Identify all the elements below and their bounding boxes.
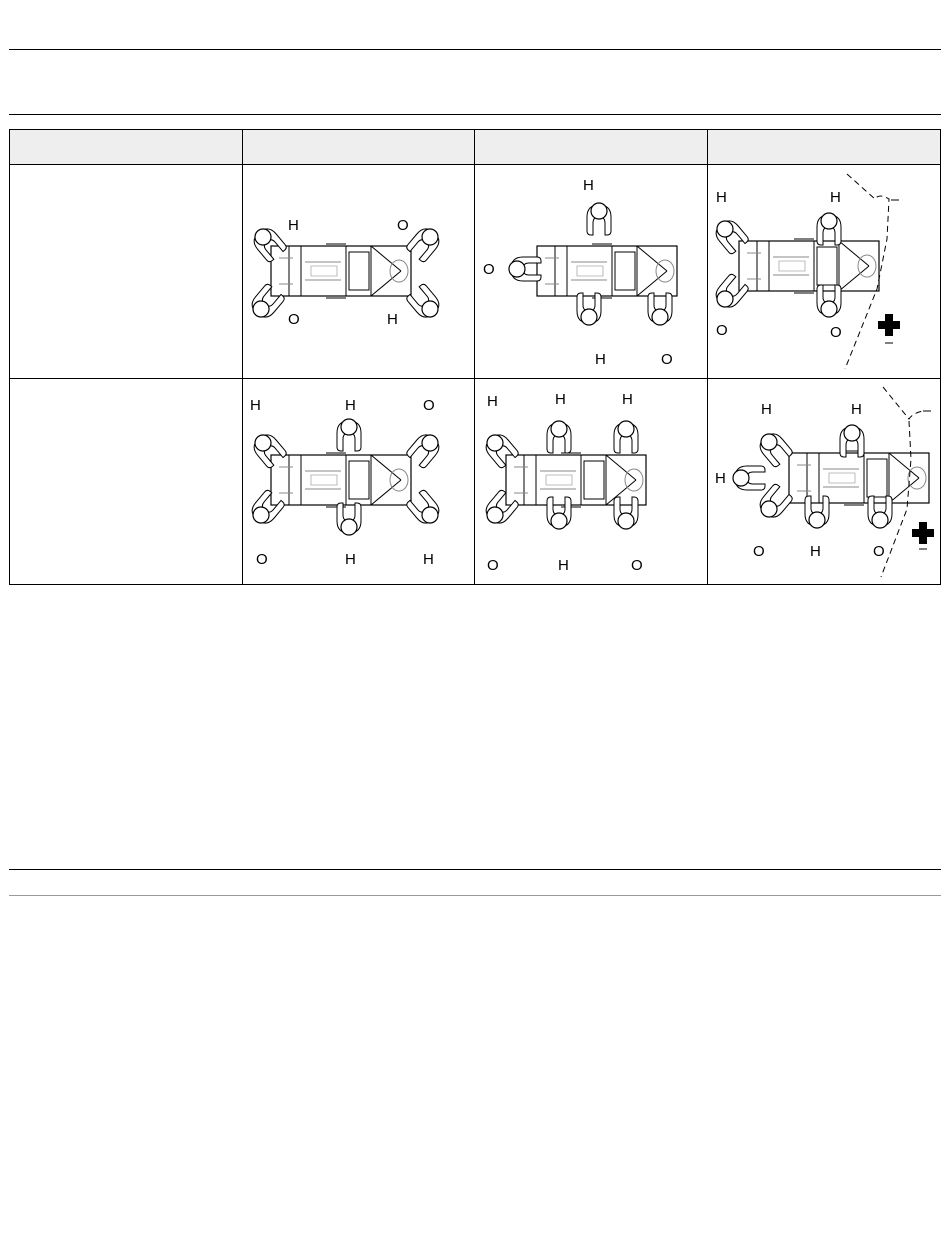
r1c3-letter-3: O bbox=[716, 322, 728, 339]
r2c3-letter-5: H bbox=[810, 543, 821, 560]
diagram-r2c3 bbox=[715, 387, 934, 577]
r1c1-letter-2: O bbox=[397, 217, 409, 234]
r2c3-letter-2: H bbox=[851, 401, 862, 418]
r2c3-letter-4: O bbox=[753, 543, 765, 560]
r1c2-letter-1: H bbox=[583, 177, 594, 194]
r2c1-letter-5: H bbox=[345, 551, 356, 568]
diagram-r2c2 bbox=[481, 391, 646, 574]
r2c2-letter-5: H bbox=[558, 557, 569, 574]
diagram-r2c1 bbox=[247, 397, 445, 568]
r2c3-letter-1: H bbox=[761, 401, 772, 418]
r2c2-letter-2: H bbox=[555, 391, 566, 408]
diagram-r1c2 bbox=[483, 177, 677, 368]
top-rule-1 bbox=[9, 49, 941, 50]
r1c2-letter-4: O bbox=[661, 351, 673, 368]
r2c3-letter-6: O bbox=[873, 543, 885, 560]
r1c2-letter-2: O bbox=[483, 261, 495, 278]
r1c1-letter-3: O bbox=[288, 311, 300, 328]
r2c1-letter-6: H bbox=[423, 551, 434, 568]
r2c2-letter-3: H bbox=[622, 391, 633, 408]
r2c2-letter-4: O bbox=[487, 557, 499, 574]
position-table bbox=[9, 129, 941, 585]
r1c2-letter-3: H bbox=[595, 351, 606, 368]
diagram-r1c1 bbox=[247, 217, 445, 328]
bottom-rule-1 bbox=[9, 869, 941, 870]
r2c3-letter-3: H bbox=[715, 470, 726, 487]
r2c1-letter-3: O bbox=[423, 397, 435, 414]
r1c3-letter-4: O bbox=[830, 324, 842, 341]
bottom-rule-2 bbox=[9, 895, 941, 896]
first-aid-cross-icon bbox=[912, 522, 934, 544]
top-rule-2 bbox=[9, 114, 941, 115]
r2c1-letter-2: H bbox=[345, 397, 356, 414]
r2c2-letter-6: O bbox=[631, 557, 643, 574]
r2c1-letter-4: O bbox=[256, 551, 268, 568]
r2c2-letter-1: H bbox=[487, 393, 498, 410]
r1c1-letter-4: H bbox=[387, 311, 398, 328]
diagram-r1c3 bbox=[711, 174, 900, 369]
r1c3-letter-2: H bbox=[830, 189, 841, 206]
r1c1-letter-1: H bbox=[288, 217, 299, 234]
first-aid-cross-icon bbox=[878, 314, 900, 336]
r2c1-letter-1: H bbox=[250, 397, 261, 414]
r1c3-letter-1: H bbox=[716, 189, 727, 206]
